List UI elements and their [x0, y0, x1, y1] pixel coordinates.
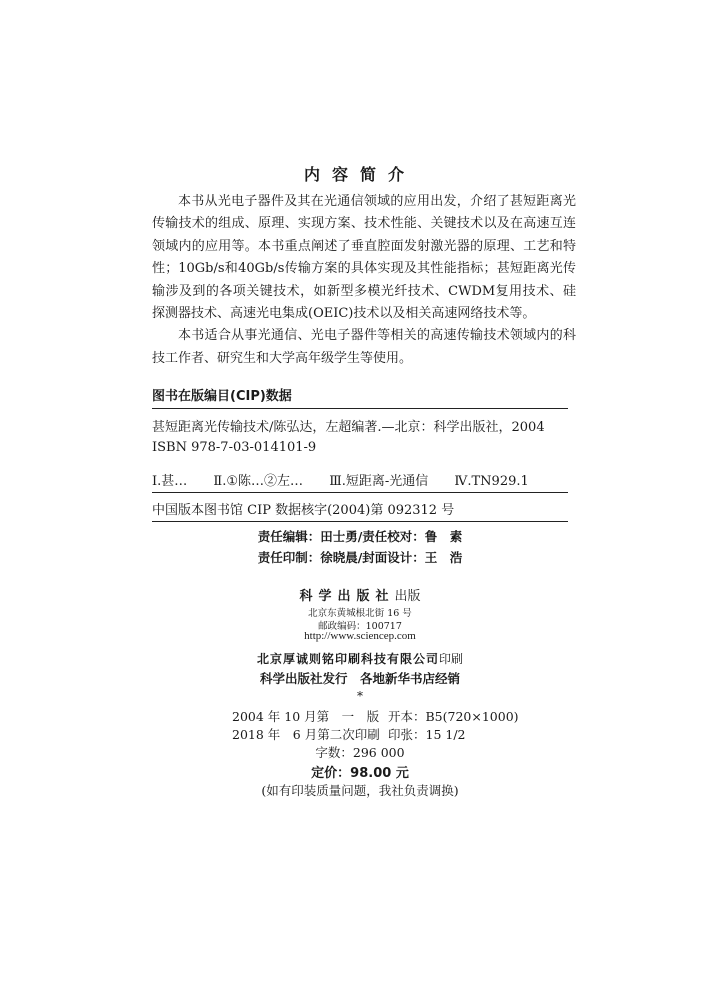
- printer-line: [0, 648, 720, 667]
- distribution-line: 科学出版社发行 各地新华书店经销: [259, 671, 460, 686]
- abstract-body: [152, 191, 576, 370]
- printer-name: 北京厚诚则铭印刷科技有限公司: [256, 652, 439, 666]
- cip-heading: 图书在版编目(CIP)数据: [152, 389, 292, 404]
- cip-citation: 甚短距离光传输技术/陈弘达，左超编著.—北京：科学出版社，2004: [152, 420, 545, 435]
- publisher-name: 科学出版社: [299, 589, 395, 604]
- printing-date: 2018 年 6 月第二次印刷: [232, 727, 380, 742]
- word-count: 字数：296 000: [315, 745, 405, 760]
- printer-suffix: 印刷: [439, 652, 464, 666]
- spec-row-1: [232, 707, 519, 725]
- price: 定价：98.00 元: [311, 766, 409, 781]
- abstract-paragraph-1: 本书从光电子器件及其在光通信领域的应用出发，介绍了甚短距离光传输技术的组成、原理、实现方案、技术性能、关键技术以及在高速互连领域内的应用等。本书重点阐述了垂直腔面发射激光器的原理、工艺和特性；10Gb/s和40Gb/s传输方案的具体实现及其性能指标；甚短距离光传输涉及到的各项关键技术，如新型多模光纤技术、CWDM复用技术、硅探测器技术、高速光电集成(OEIC)技术以及相关高速网络技术等。: [152, 194, 576, 322]
- publisher-suffix: 出版: [394, 589, 421, 604]
- credits-editor-line: 责任编辑：田士勇/责任校对：鲁 素: [257, 529, 463, 544]
- spec-row-2: [232, 725, 466, 743]
- publisher-address: 北京东黄城根北街 16 号: [308, 608, 412, 619]
- abstract-paragraph-2: 本书适合从事光通信、光电子器件等相关的高速传输技术领域内的科技工作者、研究生和大学高年级学生等使用。: [152, 328, 576, 366]
- cip-top-rule: [152, 408, 568, 409]
- quality-notice: (如有印装质量问题，我社负责调换): [261, 783, 459, 798]
- publisher-postcode: 邮政编码：100717: [318, 621, 402, 632]
- cip-isbn: ISBN 978-7-03-014101-9: [152, 440, 317, 455]
- publisher-line: [0, 585, 720, 604]
- credits-production-line: 责任印制：徐晓晨/封面设计：王 浩: [257, 550, 463, 565]
- abstract-title: 内容简介: [303, 165, 416, 184]
- cip-class-4: Ⅳ.TN929.1: [454, 474, 529, 489]
- cip-bottom-rule: [152, 521, 568, 522]
- cip-number: 中国版本图书馆 CIP 数据核字(2004)第 092312 号: [152, 503, 455, 518]
- publisher-url: http://www.sciencep.com: [304, 630, 416, 642]
- cip-class-1: Ⅰ.甚…: [152, 474, 188, 489]
- edition-date: 2004 年 10 月第 一 版: [232, 709, 380, 724]
- cip-classification: [152, 470, 592, 489]
- cip-middle-rule: [152, 492, 568, 493]
- separator-star: *: [357, 689, 363, 703]
- format-size: 开本：B5(720×1000): [388, 709, 519, 724]
- cip-class-2: Ⅱ.①陈…②左…: [213, 474, 304, 489]
- printed-sheets: 印张：15 1/2: [388, 727, 466, 742]
- cip-class-3: Ⅲ.短距离-光通信: [329, 474, 429, 489]
